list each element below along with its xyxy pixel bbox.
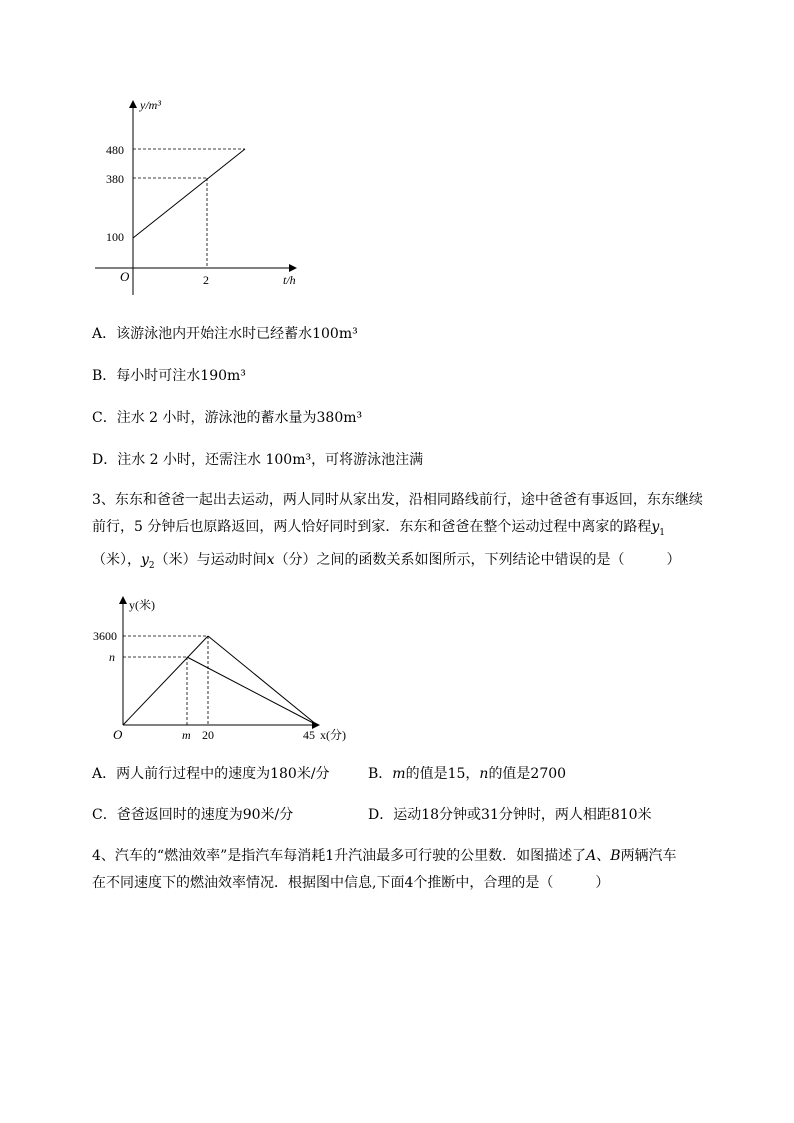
q4-a-var: A <box>586 848 597 864</box>
q3-y1-var: y <box>651 519 660 535</box>
x-axis-label: x(分) <box>320 728 346 742</box>
x-tick-2: 2 <box>203 273 209 287</box>
dongdong-back <box>208 636 317 725</box>
q3-option-c: C．爸爸返回时的速度为90米/分 <box>92 807 294 823</box>
graph2 <box>93 593 375 745</box>
dongdong-out <box>123 636 208 725</box>
function-line <box>133 149 245 238</box>
y-tick-380: 380 <box>106 172 124 186</box>
q3-line2-text: 前行，5 分钟后也原路返回，两人恰好同时到家．东东和爸爸在整个运动过程中离家的路程 <box>92 519 652 535</box>
y-tick-n: n <box>109 650 115 664</box>
q2-option-d: D．注水 2 小时，还需注水 100m³，可将游泳池注满 <box>92 452 424 468</box>
origin-label: O <box>113 727 123 742</box>
x-axis-label: t/h <box>283 273 296 287</box>
q3-option-b-n: n <box>479 766 489 782</box>
q3-option-b <box>368 765 566 783</box>
q3-option-a: A．两人前行过程中的速度为180米/分 <box>92 766 330 782</box>
q4-line1-post: 两辆汽车 <box>620 848 677 864</box>
q3-line3 <box>92 551 681 575</box>
q3-line3-c: （分）之间的函数关系如图所示，下列结论中错误的是（ ） <box>274 552 681 568</box>
q3-line3-a: （米）， <box>92 552 141 568</box>
q3-y2-sub: 2 <box>148 560 155 571</box>
q3-x-var: x <box>266 552 275 568</box>
y-tick-100: 100 <box>106 230 124 244</box>
q3-line1: 3、东东和爸爸一起出去运动，两人同时从家出发，沿相同路线前行，途中爸爸有事返回，东东继续 <box>92 492 703 508</box>
origin-label: O <box>120 269 130 284</box>
q4-sep: 、 <box>596 848 611 864</box>
q2-option-c: C．注水 2 小时，游泳池的蓄水量为380m³ <box>92 410 363 426</box>
dad-back <box>187 657 317 725</box>
y-tick-480: 480 <box>106 143 124 157</box>
q4-b-var: B <box>610 848 621 864</box>
q4-line1-pre: 4、汽车的“燃油效率”是指汽车每消耗1升汽油最多可行驶的公里数．如图描述了 <box>92 848 587 864</box>
q2-option-b: B．每小时可注水190m³ <box>92 368 246 384</box>
q3-option-b-mid: 的值是15， <box>405 766 480 782</box>
q2-option-a: A．该游泳池内开始注水时已经蓄水100m³ <box>92 326 358 342</box>
x-tick-45: 45 <box>303 728 315 742</box>
q4-line1 <box>92 847 677 865</box>
y-tick-3600: 3600 <box>93 629 117 643</box>
q3-y2-var: y <box>141 552 149 568</box>
q3-option-b-post: 的值是2700 <box>488 766 567 782</box>
q3-line2 <box>92 518 665 542</box>
q3-option-b-m: m <box>392 766 406 782</box>
y-axis-label: y/m³ <box>140 98 161 112</box>
q3-option-b-pre: B． <box>368 766 393 782</box>
x-tick-m: m <box>182 728 191 742</box>
y-axis-label: y(米) <box>129 598 155 612</box>
q3-y1-sub: 1 <box>659 527 666 538</box>
graph1 <box>90 95 310 295</box>
x-tick-20: 20 <box>202 728 214 742</box>
q3-option-d: D．运动18分钟或31分钟时，两人相距810米 <box>368 807 652 823</box>
q4-line2: 在不同速度下的燃油效率情况．根据图中信息,下面4个推断中，合理的是（ ） <box>92 875 610 891</box>
q3-line3-b: （米）与运动时间 <box>154 552 267 568</box>
